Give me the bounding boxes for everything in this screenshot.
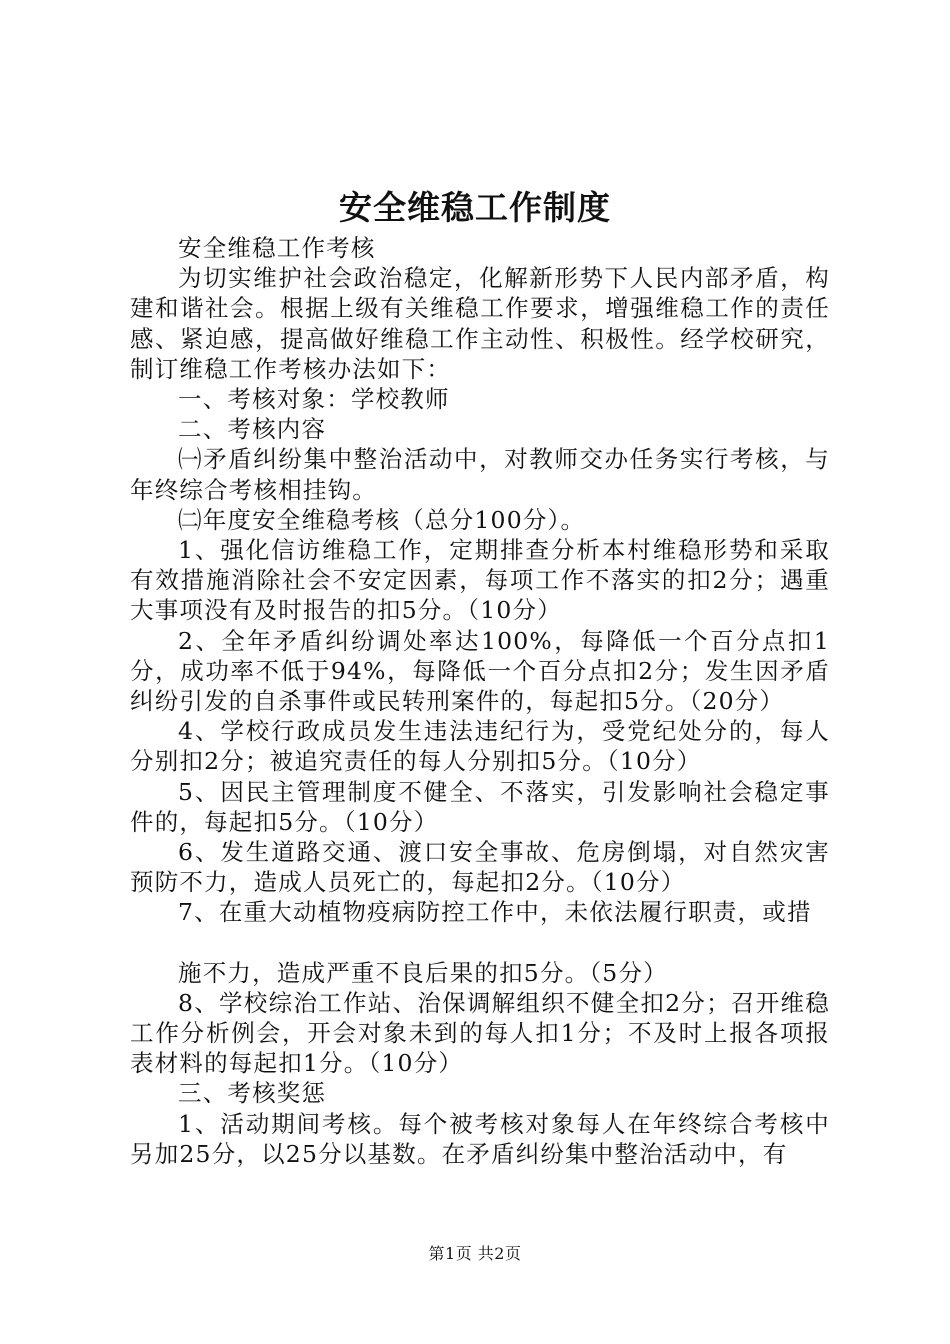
line-gap xyxy=(130,928,830,958)
paragraph-subtitle: 安全维稳工作考核 xyxy=(178,234,376,262)
document-body xyxy=(130,233,830,1169)
page-footer: 第1页 共2页 xyxy=(428,1244,522,1263)
paragraph-section-1: 一、考核对象：学校教师 xyxy=(178,385,450,414)
paragraph-rule-1: 1、强化信访维稳工作，定期排查分析本村维稳形势和采取有效措施消除社会不安定因素，每项工作不落实的扣2分；遇重大事项没有及时报告的扣5分。（10分） xyxy=(130,536,830,625)
paragraph-item-a: ㈠矛盾纠纷集中整治活动中，对教师交办任务实行考核，与年终综合考核相挂钩。 xyxy=(130,445,830,504)
paragraph-rule-4: 4、学校行政成员发生违法违纪行为，受党纪处分的，每人分别扣2分；被追究责任的每人分别扣5分。（10分） xyxy=(130,717,830,776)
paragraph-rule-5: 5、因民主管理制度不健全、不落实，引发影响社会稳定事件的，每起扣5分。（10分） xyxy=(130,777,830,836)
paragraph-section-3: 三、考核奖惩 xyxy=(178,1079,327,1108)
paragraph-rule-8: 8、学校综治工作站、治保调解组织不健全扣2分；召开维稳工作分析例会，开会对象未到的每人扣1分；不及时上报各项报表材料的每起扣1分。（10分） xyxy=(130,988,830,1078)
paragraph-section-2: 二、考核内容 xyxy=(178,415,327,444)
paragraph-reward-1: 1、活动期间考核。每个被考核对象每人在年终综合考核中另加25分，以25分以基数。在矛盾纠纷集中整治活动中，有 xyxy=(130,1109,830,1168)
document-title: 安全维稳工作制度 xyxy=(339,188,611,227)
paragraph-item-b: ㈡年度安全维稳考核（总分100分）。 xyxy=(178,505,586,534)
paragraph-rule-2: 2、全年矛盾纠纷调处率达100%，每降低一个百分点扣1分，成功率不低于94%，每降低一个百分点扣2分；发生因矛盾纠纷引发的自杀事件或民转刑案件的，每起扣5分。（20分） xyxy=(130,626,830,716)
paragraph-rule-6: 6、发生道路交通、渡口安全事故、危房倒塌，对自然灾害预防不力，造成人员死亡的，每起扣2分。（10分） xyxy=(130,838,830,897)
paragraph-rule-7-continued: 施不力，造成严重不良后果的扣5分。（5分） xyxy=(178,958,668,987)
paragraph-intro: 为切实维护社会政治稳定，化解新形势下人民内部矛盾，构建和谐社会。根据上级有关维稳工作要求，增强维稳工作的责任感、紧迫感，提高做好维稳工作主动性、积极性。经学校研究，制订维稳工作考核办法如下： xyxy=(130,264,830,383)
paragraph-rule-7: 7、在重大动植物疫病防控工作中，未依法履行职责，或措 xyxy=(178,898,812,927)
